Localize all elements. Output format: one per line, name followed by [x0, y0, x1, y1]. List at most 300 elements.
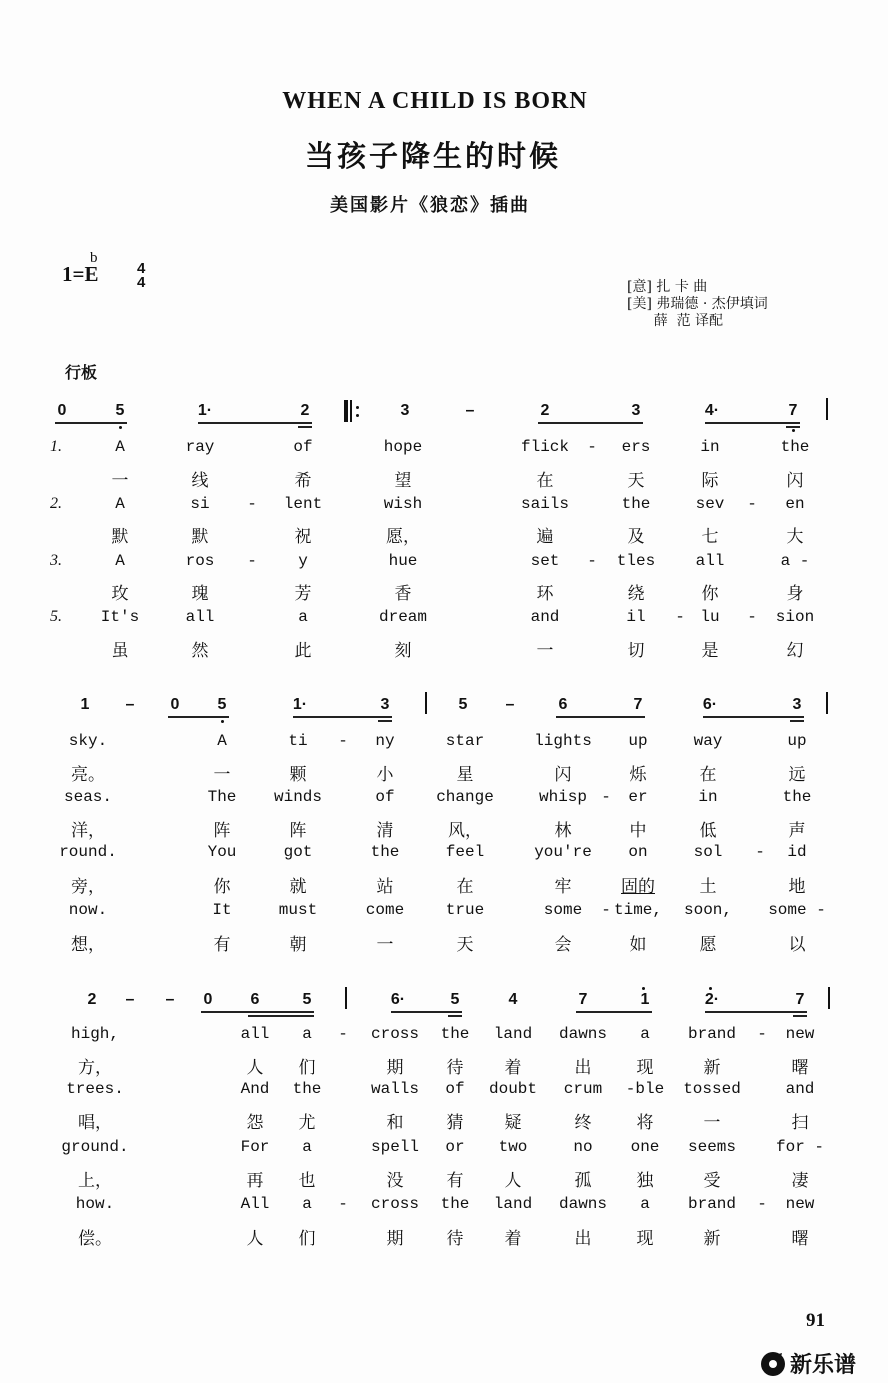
- page-number: 91: [806, 1310, 825, 1331]
- flat-sign: b: [90, 250, 98, 266]
- lyric-chinese: 玫: [111, 584, 129, 604]
- barline: [425, 692, 427, 714]
- lyric-chinese: 没: [386, 1171, 404, 1191]
- lyric-english: hope: [383, 438, 423, 456]
- lyric-chinese: 孤: [574, 1171, 592, 1191]
- lyric-english: dream: [378, 608, 428, 626]
- note: 1·: [292, 696, 308, 713]
- lyric-english: a: [302, 1138, 312, 1156]
- lyric-chinese: 牢: [554, 877, 572, 897]
- lyric-english: -: [601, 788, 611, 806]
- underline-beam: [705, 422, 800, 424]
- ts-bottom: 4: [137, 274, 146, 291]
- lyric-english: change: [436, 788, 494, 806]
- key-one: 1: [62, 262, 73, 286]
- lyric-english: a: [640, 1195, 650, 1213]
- note: 0: [57, 402, 67, 419]
- lyric-english: the: [782, 788, 812, 806]
- note: 5: [450, 991, 460, 1008]
- lyric-english: on: [628, 843, 648, 861]
- lyric-chinese: 待: [446, 1229, 464, 1249]
- lyric-english: cross: [370, 1025, 420, 1043]
- lyric-english: star: [445, 732, 485, 750]
- lyric-chinese: 怨: [246, 1113, 264, 1133]
- lyric-english: some: [543, 901, 583, 919]
- lyric-chinese: 土: [699, 877, 717, 897]
- lyric-english: -: [601, 901, 611, 919]
- double-underline-beam: [448, 1015, 462, 1017]
- note: 3: [380, 696, 390, 713]
- lyric-chinese: 固的: [621, 877, 655, 897]
- lyric-chinese: 待: [446, 1058, 464, 1078]
- lyric-chinese: 上，: [78, 1171, 112, 1191]
- high-octave-dot: [642, 987, 645, 990]
- lyric-english: ray: [185, 438, 215, 456]
- lyric-chinese: 一: [213, 765, 231, 785]
- lyric-chinese: 身: [786, 584, 804, 604]
- lyric-english: time,: [613, 901, 663, 919]
- lyric-chinese: 然: [191, 641, 209, 661]
- lyric-english: -ble: [625, 1080, 665, 1098]
- note: 4: [508, 991, 518, 1008]
- title-chinese: 当孩子降生的时候: [304, 139, 561, 173]
- lyric-english: one: [630, 1138, 660, 1156]
- lyric-chinese: 芳: [294, 584, 312, 604]
- lyric-english: -: [757, 1025, 767, 1043]
- lyric-chinese: 出: [574, 1058, 592, 1078]
- lyric-english: doubt: [488, 1080, 538, 1098]
- lyric-english: some -: [768, 901, 826, 919]
- lyric-chinese: 天: [456, 935, 474, 955]
- note: 6: [250, 991, 260, 1008]
- note: 3: [792, 696, 802, 713]
- title-english: WHEN A CHILD IS BORN: [282, 88, 588, 114]
- lyric-english: feel: [445, 843, 485, 861]
- underline-beam: [201, 1011, 314, 1013]
- lyric-chinese: 新: [703, 1229, 721, 1249]
- lyric-chinese: 在: [536, 471, 554, 491]
- lyric-english: sev: [695, 495, 725, 513]
- lyric-english: lights: [534, 732, 592, 750]
- logo: [760, 1348, 856, 1379]
- vinyl-record-icon: [760, 1351, 786, 1377]
- lyric-chinese: 站: [376, 877, 394, 897]
- lyric-chinese: 低: [699, 821, 717, 841]
- ts-top: 4: [137, 260, 146, 277]
- lyric-chinese: 曙: [791, 1058, 809, 1078]
- lyric-chinese: 独: [636, 1171, 654, 1191]
- lyric-chinese: 小: [376, 765, 394, 785]
- lyric-chinese: 和: [386, 1113, 404, 1133]
- lyric-english: the: [292, 1080, 322, 1098]
- verse-number: 3.: [50, 552, 62, 569]
- lyric-english: whisp: [538, 788, 588, 806]
- lyric-chinese: 环: [536, 584, 554, 604]
- lyric-chinese: 就: [289, 877, 307, 897]
- lyric-english: land: [493, 1025, 533, 1043]
- lyric-english: new: [785, 1195, 815, 1213]
- lyric-chinese: 瑰: [191, 584, 209, 604]
- lyric-chinese: 烁: [629, 765, 647, 785]
- lyric-chinese: 一: [703, 1113, 721, 1133]
- lyric-english: seas.: [63, 788, 113, 806]
- lyric-english: the: [780, 438, 810, 456]
- lyric-chinese: 星: [456, 765, 474, 785]
- lyric-english: You: [207, 843, 237, 861]
- note: 6·: [702, 696, 718, 713]
- lyric-chinese: 也: [298, 1171, 316, 1191]
- lyric-chinese: 期: [386, 1058, 404, 1078]
- lyric-english: y: [298, 552, 308, 570]
- underline-beam: [198, 422, 312, 424]
- lyric-english: how.: [75, 1195, 115, 1213]
- lyric-english: winds: [273, 788, 323, 806]
- lyric-chinese: 人: [246, 1058, 264, 1078]
- lyric-english: walls: [370, 1080, 420, 1098]
- lyric-chinese: 期: [386, 1229, 404, 1249]
- note: 3: [400, 402, 410, 419]
- time-signature: [137, 262, 145, 290]
- note-extension-dash: –: [505, 696, 515, 713]
- repeat-dot: [356, 414, 359, 417]
- lyric-chinese: 祝: [294, 527, 312, 547]
- tempo-marking: 行板: [65, 363, 98, 382]
- repeat-barline-thin: [350, 400, 352, 422]
- double-underline-beam: [378, 720, 392, 722]
- lyric-english: a: [302, 1195, 312, 1213]
- lyric-chinese: 一: [111, 471, 129, 491]
- note: 2·: [704, 991, 720, 1008]
- note: 7: [795, 991, 805, 1008]
- lyric-chinese: 再: [246, 1171, 264, 1191]
- lyric-english: And: [240, 1080, 270, 1098]
- lyric-english: -: [747, 608, 757, 626]
- lyric-english: of: [445, 1080, 465, 1098]
- lyric-chinese: 望: [394, 471, 412, 491]
- note: 7: [578, 991, 588, 1008]
- lyric-chinese: 将: [636, 1113, 654, 1133]
- note-extension-dash: –: [165, 991, 175, 1008]
- lyric-english: no: [573, 1138, 593, 1156]
- lyric-english: -: [675, 608, 685, 626]
- lyric-english: a: [302, 1025, 312, 1043]
- lyric-chinese: 清: [376, 821, 394, 841]
- lyric-english: ros: [185, 552, 215, 570]
- lyric-chinese: 绕: [627, 584, 645, 604]
- barline: [826, 692, 828, 714]
- low-octave-dot: [119, 426, 122, 429]
- lyric-english: you're: [534, 843, 592, 861]
- verse-number: 5.: [50, 608, 62, 625]
- lyric-chinese: 你: [213, 877, 231, 897]
- lyric-english: the: [370, 843, 400, 861]
- lyric-chinese: 你: [701, 584, 719, 604]
- lyric-english: er: [628, 788, 648, 806]
- lyric-english: the: [621, 495, 651, 513]
- lyric-chinese: 们: [298, 1229, 316, 1249]
- lyric-english: all: [185, 608, 215, 626]
- lyric-english: land: [493, 1195, 533, 1213]
- lyric-english: way: [693, 732, 723, 750]
- lyric-english: a: [298, 608, 308, 626]
- lyric-chinese: 现: [636, 1058, 654, 1078]
- lyric-english: -: [338, 1025, 348, 1043]
- lyric-chinese: 闪: [554, 765, 572, 785]
- lyric-chinese: 在: [699, 765, 717, 785]
- lyric-chinese: 疑: [504, 1113, 522, 1133]
- underline-beam: [556, 716, 645, 718]
- underline-beam: [391, 1011, 462, 1013]
- lyric-english: A: [115, 495, 125, 513]
- lyric-english: hue: [388, 552, 418, 570]
- lyric-chinese: 有: [446, 1171, 464, 1191]
- lyric-english: the: [440, 1025, 470, 1043]
- double-underline-beam: [786, 426, 800, 428]
- lyric-english: -: [247, 552, 257, 570]
- lyric-english: up: [787, 732, 807, 750]
- lyric-chinese: 人: [504, 1171, 522, 1191]
- lyric-english: -: [338, 1195, 348, 1213]
- lyric-english: All: [240, 1195, 270, 1213]
- lyric-chinese: 林: [554, 821, 572, 841]
- lyric-chinese: 新: [703, 1058, 721, 1078]
- lyric-english: -: [338, 732, 348, 750]
- lyric-english: id: [787, 843, 807, 861]
- barline: [828, 987, 830, 1009]
- lyric-english: got: [283, 843, 313, 861]
- lyric-chinese: 朝: [289, 935, 307, 955]
- verse-number: 1.: [50, 438, 62, 455]
- logo-text: 新乐谱: [790, 1353, 857, 1378]
- underline-beam: [576, 1011, 652, 1013]
- lyric-english: It's: [100, 608, 140, 626]
- lyric-chinese: 大: [786, 527, 804, 547]
- lyric-english: high,: [70, 1025, 120, 1043]
- low-octave-dot: [792, 429, 795, 432]
- lyric-chinese: 声: [788, 821, 806, 841]
- double-underline-beam: [793, 1015, 807, 1017]
- lyric-english: en: [785, 495, 805, 513]
- lyric-chinese: 会: [554, 935, 572, 955]
- lyric-english: For: [240, 1138, 270, 1156]
- note: 2: [300, 402, 310, 419]
- lyric-english: in: [700, 438, 720, 456]
- lyric-chinese: 一: [536, 641, 554, 661]
- key-signature: [62, 250, 99, 287]
- lyric-english: a: [640, 1025, 650, 1043]
- lyric-english: -: [755, 843, 765, 861]
- lyric-chinese: 阵: [213, 821, 231, 841]
- lyric-english: dawns: [558, 1195, 608, 1213]
- note: 4·: [704, 402, 720, 419]
- note: 5: [217, 696, 227, 713]
- lyric-english: ny: [375, 732, 395, 750]
- lyric-english: soon,: [683, 901, 733, 919]
- lyric-english: -: [757, 1195, 767, 1213]
- lyric-chinese: 受: [703, 1171, 721, 1191]
- lyric-english: for -: [775, 1138, 825, 1156]
- lyric-english: new: [785, 1025, 815, 1043]
- lyric-chinese: 方，: [78, 1058, 112, 1078]
- repeat-dot: [356, 406, 359, 409]
- note: 3: [631, 402, 641, 419]
- lyric-english: -: [587, 438, 597, 456]
- double-underline-beam: [298, 426, 312, 428]
- verse-number: 2.: [50, 495, 62, 512]
- lyric-chinese: 现: [636, 1229, 654, 1249]
- lyric-english: -: [587, 552, 597, 570]
- lyric-english: il: [626, 608, 646, 626]
- underline-beam: [168, 716, 229, 718]
- lyric-english: A: [115, 438, 125, 456]
- lyric-english: crum: [563, 1080, 603, 1098]
- underline-beam: [705, 1011, 807, 1013]
- barline: [345, 987, 347, 1009]
- lyric-chinese: 曙: [791, 1229, 809, 1249]
- lyric-chinese: 际: [701, 471, 719, 491]
- lyric-chinese: 亮。: [71, 765, 105, 785]
- lyric-english: A: [217, 732, 227, 750]
- lyric-english: brand: [687, 1025, 737, 1043]
- lyric-chinese: 线: [191, 471, 209, 491]
- lyric-english: round.: [59, 843, 117, 861]
- lyric-chinese: 唱，: [78, 1113, 112, 1133]
- lyric-english: si: [190, 495, 210, 513]
- lyric-chinese: 着: [504, 1229, 522, 1249]
- note: 2: [540, 402, 550, 419]
- lyric-chinese: 希: [294, 471, 312, 491]
- lyric-chinese: 在: [456, 877, 474, 897]
- lyric-chinese: 风，: [448, 821, 482, 841]
- note: 0: [203, 991, 213, 1008]
- barline: [826, 398, 828, 420]
- lyric-english: It: [212, 901, 232, 919]
- lyric-english: seems: [687, 1138, 737, 1156]
- lyric-english: wish: [383, 495, 423, 513]
- lyric-english: lent: [283, 495, 323, 513]
- lyric-english: set: [530, 552, 560, 570]
- note-extension-dash: –: [125, 991, 135, 1008]
- high-octave-dot: [709, 987, 712, 990]
- lyric-english: dawns: [558, 1025, 608, 1043]
- lyric-chinese: 洋，: [71, 821, 105, 841]
- lyric-chinese: 天: [627, 471, 645, 491]
- lyric-english: two: [498, 1138, 528, 1156]
- lyric-english: ti: [288, 732, 308, 750]
- lyric-english: tles: [616, 552, 656, 570]
- lyric-chinese: 颗: [289, 765, 307, 785]
- double-underline-beam: [248, 1015, 314, 1017]
- lyric-chinese: 虽: [111, 641, 129, 661]
- note: 5: [115, 402, 125, 419]
- note: 5: [458, 696, 468, 713]
- credit-lyricist: [美] 弗瑞德 · 杰伊填词: [627, 296, 768, 312]
- lyric-english: -: [747, 495, 757, 513]
- lyric-chinese: 中: [629, 821, 647, 841]
- note: 5: [302, 991, 312, 1008]
- lyric-english: cross: [370, 1195, 420, 1213]
- note-extension-dash: –: [125, 696, 135, 713]
- lyric-english: spell: [370, 1138, 420, 1156]
- lyric-chinese: 着: [504, 1058, 522, 1078]
- lyric-english: in: [698, 788, 718, 806]
- lyric-english: or: [445, 1138, 465, 1156]
- lyric-chinese: 想，: [71, 935, 105, 955]
- lyric-chinese: 愿，: [386, 527, 420, 547]
- underline-beam: [538, 422, 643, 424]
- lyric-chinese: 此: [294, 641, 312, 661]
- lyric-english: trees.: [66, 1080, 124, 1098]
- lyric-english: -: [247, 495, 257, 513]
- low-octave-dot: [221, 720, 224, 723]
- lyric-chinese: 幻: [786, 641, 804, 661]
- lyric-english: now.: [68, 901, 108, 919]
- lyric-chinese: 默: [111, 527, 129, 547]
- lyric-chinese: 终: [574, 1113, 592, 1133]
- lyric-chinese: 切: [627, 641, 645, 661]
- lyric-chinese: 凄: [791, 1171, 809, 1191]
- lyric-english: of: [375, 788, 395, 806]
- lyric-chinese: 出: [574, 1229, 592, 1249]
- lyric-chinese: 有: [213, 935, 231, 955]
- lyric-chinese: 猜: [446, 1113, 464, 1133]
- lyric-english: all: [695, 552, 725, 570]
- lyric-english: of: [293, 438, 313, 456]
- lyric-chinese: 尤: [298, 1113, 316, 1133]
- lyric-chinese: 以: [788, 935, 806, 955]
- note: 1: [640, 991, 650, 1008]
- lyric-chinese: 人: [246, 1229, 264, 1249]
- lyric-chinese: 香: [394, 584, 412, 604]
- underline-beam: [55, 422, 127, 424]
- note: 7: [788, 402, 798, 419]
- lyric-english: ers: [621, 438, 651, 456]
- lyric-english: up: [628, 732, 648, 750]
- lyric-english: sion: [775, 608, 815, 626]
- lyric-english: all: [240, 1025, 270, 1043]
- credit-composer: [意] 扎 卡 曲: [627, 279, 708, 295]
- lyric-chinese: 扫: [791, 1113, 809, 1133]
- lyric-english: true: [445, 901, 485, 919]
- lyric-english: sails: [520, 495, 570, 513]
- note: 1·: [197, 402, 213, 419]
- credit-translator: 薛 范 译配: [627, 313, 724, 329]
- lyric-english: The: [207, 788, 237, 806]
- lyric-english: sky.: [68, 732, 108, 750]
- lyric-english: sol: [693, 843, 723, 861]
- underline-beam: [293, 716, 392, 718]
- lyric-english: must: [278, 901, 318, 919]
- lyric-english: brand: [687, 1195, 737, 1213]
- lyric-english: flick: [520, 438, 570, 456]
- lyric-chinese: 七: [701, 527, 719, 547]
- underline-beam: [703, 716, 804, 718]
- note: 6·: [390, 991, 406, 1008]
- key-note: E: [84, 262, 99, 286]
- lyric-chinese: 远: [788, 765, 806, 785]
- lyric-chinese: 偿。: [78, 1229, 112, 1249]
- lyric-english: tossed: [683, 1080, 741, 1098]
- lyric-chinese: 愿: [699, 935, 717, 955]
- lyric-chinese: 是: [701, 641, 719, 661]
- lyric-english: a -: [780, 552, 810, 570]
- key-equals: =: [72, 262, 85, 286]
- repeat-barline-thick: [344, 400, 348, 422]
- lyric-chinese: 旁，: [71, 877, 105, 897]
- lyric-english: and: [785, 1080, 815, 1098]
- lyric-chinese: 闪: [786, 471, 804, 491]
- note: 2: [87, 991, 97, 1008]
